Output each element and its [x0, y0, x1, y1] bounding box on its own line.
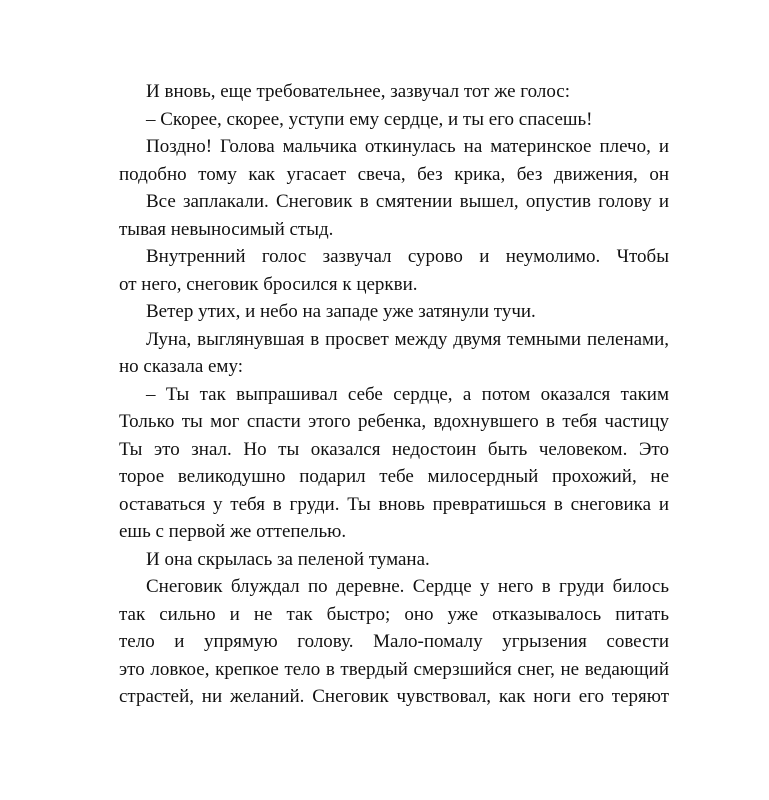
text-line: это ловкое, крепкое тело в твердый смерзшийся снег, не ведающий — [119, 658, 669, 680]
text-line: Поздно! Голова мальчика откинулась на материнское плечо, и — [146, 136, 669, 157]
text-line: Снеговик блуждал по деревне. Сердце у него в груди билось — [146, 576, 669, 597]
page-text — [119, 78, 669, 711]
text-line: Ветер утих, и небо на западе уже затянули тучи. — [146, 301, 536, 322]
text-line: от него, снеговик бросился к церкви. — [119, 273, 418, 295]
text-line: страстей, ни желаний. Снеговик чувствовал, как ноги его теряют — [119, 686, 669, 707]
text-line: оставаться у тебя в груди. Ты вновь превратишься в снеговика и — [119, 493, 669, 515]
text-line: тывая невыносимый стыд. — [119, 218, 334, 240]
text-line: торое великодушно подарил тебе милосердный прохожий, не — [119, 466, 669, 487]
text-line: ешь с первой же оттепелью. — [119, 521, 347, 542]
text-line: И она скрылась за пеленой тумана. — [146, 548, 430, 570]
text-line: так сильно и не так быстро; оно уже отказывалось питать — [119, 603, 669, 625]
text-line: Все заплакали. Снеговик в смятении вышел, опустив голову и — [146, 191, 669, 212]
text-line: Только ты мог спасти этого ребенка, вдохнувшего в тебя частицу — [119, 411, 669, 432]
text-line: подобно тому как угасает свеча, без крика, без движения, он — [119, 163, 669, 185]
text-line: но сказала ему: — [119, 356, 243, 377]
text-line: – Ты так выпрашивал себе сердце, а потом оказался таким — [146, 383, 669, 405]
text-line: Ты это знал. Но ты оказался недостоин быть человеком. Это — [119, 438, 669, 460]
text-line: Внутренний голос зазвучал сурово и неумолимо. Чтобы — [146, 246, 669, 267]
text-line: – Скорее, скорее, уступи ему сердце, и ты его спасешь! — [146, 108, 593, 130]
text-line: тело и упрямую голову. Мало-помалу угрызения совести — [119, 631, 669, 652]
text-line: Луна, выглянувшая в просвет между двумя темными пеленами, — [146, 328, 669, 350]
text-line: И вновь, еще требовательнее, зазвучал тот же голос: — [146, 81, 571, 102]
